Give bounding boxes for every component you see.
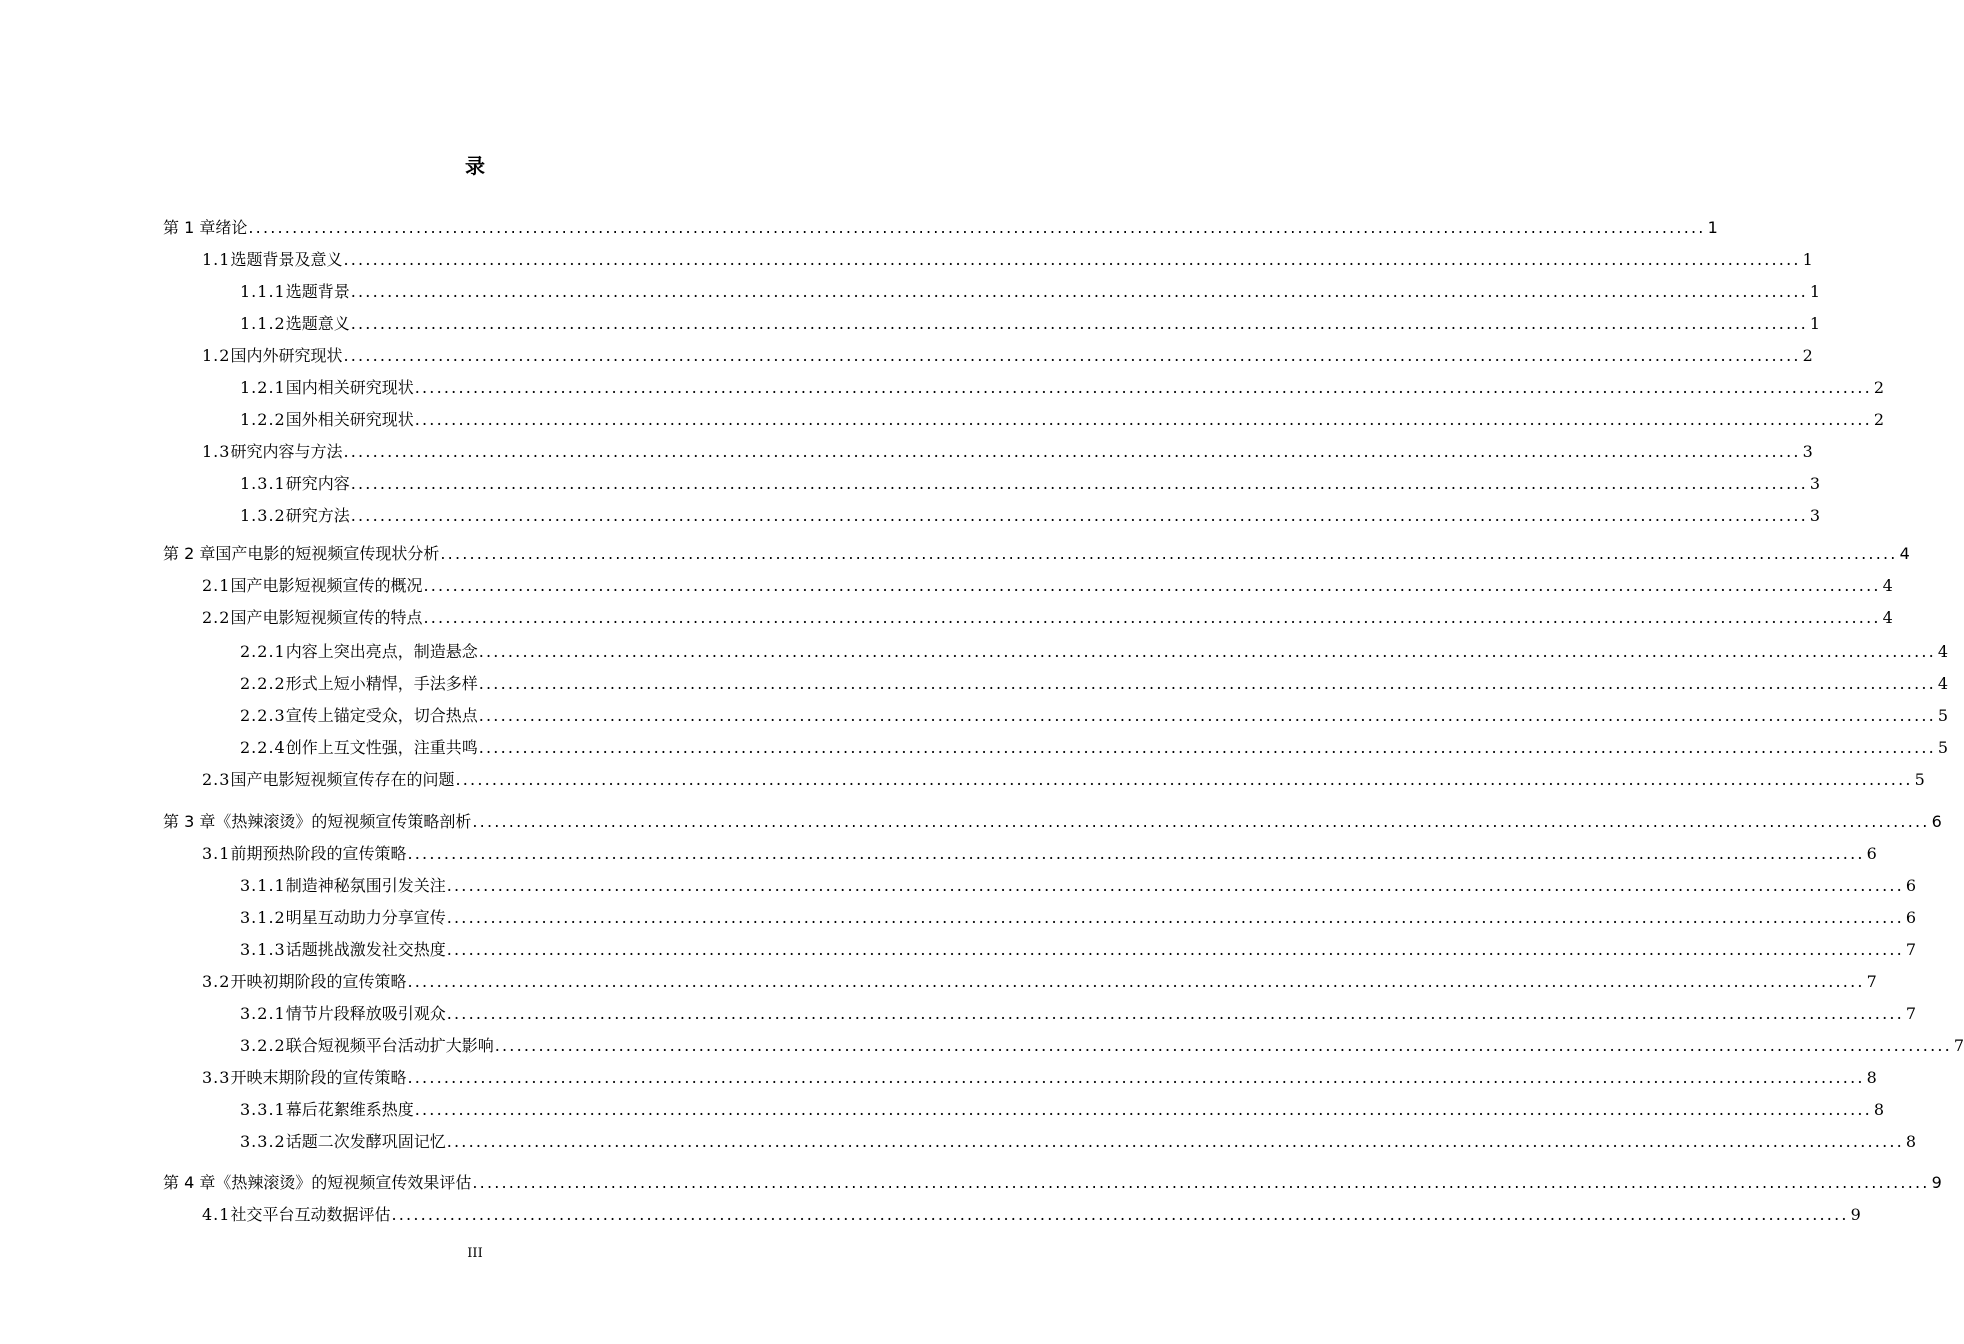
toc-entry-number: 2.1	[202, 576, 231, 595]
toc-entry-page: 1	[1707, 218, 1718, 237]
toc-entry-number: 3.2.1	[240, 1004, 286, 1023]
toc-entry-number: 1.2.1	[240, 378, 286, 397]
toc-entry-number: 第 3 章	[163, 812, 216, 831]
toc-leader-dots: ........................................................................................................................................................................................................	[478, 706, 1936, 725]
toc-entry-page: 2	[1802, 346, 1813, 365]
toc-entry-number: 2.3	[202, 770, 231, 789]
toc-leader-dots: ........................................................................................................................................................................................................	[350, 474, 1808, 493]
toc-leader-dots: ........................................................................................................................................................................................................	[343, 442, 1801, 461]
toc-entry-number: 3.1	[202, 844, 231, 863]
toc-entry-page: 5	[1914, 770, 1925, 789]
toc-entry-page: 5	[1937, 706, 1949, 725]
toc-entry[interactable]	[240, 313, 1821, 335]
toc-entry[interactable]	[240, 641, 1949, 663]
toc-entry-page: 8	[1905, 1132, 1917, 1151]
toc-entry-number: 2.2.1	[240, 642, 286, 661]
toc-entry-text: 幕后花絮维系热度	[285, 1100, 414, 1119]
toc-entry-text: 绪论	[215, 218, 248, 237]
toc-entry-page: 8	[1866, 1068, 1877, 1087]
toc-entry-text: 国内相关研究现状	[285, 378, 414, 397]
toc-leader-dots: ........................................................................................................................................................................................................	[407, 972, 1865, 991]
toc-entry-page: 4	[1937, 642, 1949, 661]
toc-entry-text: 开映末期阶段的宣传策略	[230, 1068, 407, 1087]
toc-entry-text: 国产电影短视频宣传的特点	[230, 608, 423, 627]
toc-entry-page: 5	[1937, 738, 1949, 757]
toc-entry-page: 9	[1850, 1205, 1861, 1224]
toc-entry-page: 3	[1802, 442, 1813, 461]
toc-entry-text: 开映初期阶段的宣传策略	[230, 972, 407, 991]
toc-entry-text: 社交平台互动数据评估	[230, 1205, 391, 1224]
toc-leader-dots: ........................................................................................................................................................................................................	[478, 738, 1936, 757]
toc-entry-page: 2	[1873, 378, 1885, 397]
toc-entry-text: 话题挑战激发社交热度	[285, 940, 446, 959]
toc-title: 录	[465, 154, 485, 178]
toc-entry[interactable]	[240, 473, 1821, 495]
toc-leader-dots: ........................................................................................................................................................................................................	[407, 844, 1865, 863]
toc-entry[interactable]	[240, 281, 1821, 303]
toc-leader-dots: ........................................................................................................................................................................................................	[446, 908, 1904, 927]
toc-entry-text: 研究方法	[285, 506, 350, 525]
toc-entry[interactable]	[163, 1172, 1942, 1194]
toc-leader-dots: ........................................................................................................................................................................................................	[446, 1132, 1904, 1151]
toc-entry-page: 7	[1866, 972, 1877, 991]
toc-entry-number: 3.1.1	[240, 876, 286, 895]
toc-entry-text: 选题意义	[285, 314, 350, 333]
toc-entry-page: 7	[1905, 940, 1917, 959]
toc-entry[interactable]	[202, 843, 1877, 865]
toc-entry-text: 国外相关研究现状	[285, 410, 414, 429]
toc-entry-text: 内容上突出亮点，制造悬念	[285, 642, 478, 661]
toc-entry-page: 7	[1905, 1004, 1917, 1023]
toc-leader-dots: ........................................................................................................................................................................................................	[350, 506, 1808, 525]
toc-entry[interactable]	[202, 1067, 1877, 1089]
toc-entry-text: 《热辣滚烫》的短视频宣传策略剖析	[215, 812, 472, 831]
toc-entry-text: 选题背景	[285, 282, 350, 301]
toc-entry[interactable]	[202, 575, 1893, 597]
toc-leader-dots: ........................................................................................................................................................................................................	[350, 314, 1808, 333]
toc-entry-page: 1	[1802, 250, 1813, 269]
toc-leader-dots: ........................................................................................................................................................................................................	[414, 410, 1872, 429]
toc-leader-dots: ........................................................................................................................................................................................................	[248, 218, 1706, 237]
toc-entry[interactable]	[202, 1204, 1861, 1226]
toc-entry[interactable]	[240, 907, 1917, 929]
toc-entry-number: 2.2.2	[240, 674, 286, 693]
toc-leader-dots: ........................................................................................................................................................................................................	[446, 876, 1904, 895]
toc-leader-dots: ........................................................................................................................................................................................................	[423, 576, 1881, 595]
toc-entry-number: 2.2.4	[240, 738, 286, 757]
toc-entry-page: 6	[1905, 876, 1917, 895]
toc-leader-dots: ........................................................................................................................................................................................................	[414, 1100, 1872, 1119]
toc-entry-text: 国产电影短视频宣传的概况	[230, 576, 423, 595]
toc-entry[interactable]	[202, 769, 1925, 791]
toc-entry-text: 宣传上锚定受众，切合热点	[285, 706, 478, 725]
toc-entry-page: 1	[1809, 314, 1821, 333]
toc-entry-page: 4	[1937, 674, 1949, 693]
toc-entry-page: 6	[1866, 844, 1877, 863]
toc-entry-page: 6	[1931, 812, 1942, 831]
toc-leader-dots: ........................................................................................................................................................................................................	[446, 1004, 1904, 1023]
toc-entry[interactable]	[240, 875, 1917, 897]
toc-entry[interactable]	[240, 1035, 1964, 1057]
toc-leader-dots: ........................................................................................................................................................................................................	[350, 282, 1808, 301]
page-number-footer: III	[467, 1246, 483, 1261]
toc-entry[interactable]	[163, 217, 1718, 239]
toc-entry[interactable]	[163, 543, 1910, 565]
toc-entry-page: 7	[1953, 1036, 1964, 1055]
toc-leader-dots: ........................................................................................................................................................................................................	[472, 1173, 1930, 1192]
toc-entry-text: 国产电影短视频宣传存在的问题	[230, 770, 455, 789]
toc-entry[interactable]	[202, 971, 1877, 993]
toc-entry-number: 1.3	[202, 442, 231, 461]
toc-leader-dots: ........................................................................................................................................................................................................	[472, 812, 1930, 831]
toc-entry-text: 创作上互文性强，注重共鸣	[285, 738, 478, 757]
toc-entry-text: 研究内容与方法	[230, 442, 343, 461]
toc-leader-dots: ........................................................................................................................................................................................................	[478, 674, 1936, 693]
toc-entry[interactable]	[240, 1131, 1917, 1153]
toc-entry-text: 话题二次发酵巩固记忆	[285, 1132, 446, 1151]
toc-leader-dots: ........................................................................................................................................................................................................	[455, 770, 1913, 789]
toc-entry[interactable]	[240, 1003, 1917, 1025]
toc-entry-number: 1.1	[202, 250, 231, 269]
toc-leader-dots: ........................................................................................................................................................................................................	[407, 1068, 1865, 1087]
toc-leader-dots: ........................................................................................................................................................................................................	[391, 1205, 1849, 1224]
toc-entry-number: 2.2.3	[240, 706, 286, 725]
toc-entry-page: 4	[1882, 608, 1893, 627]
toc-entry-text: 明星互动助力分享宣传	[285, 908, 446, 927]
toc-entry-text: 国内外研究现状	[230, 346, 343, 365]
toc-entry-number: 3.1.2	[240, 908, 286, 927]
toc-entry-number: 第 4 章	[163, 1173, 216, 1192]
toc-entry[interactable]	[240, 377, 1885, 399]
toc-entry-text: 研究内容	[285, 474, 350, 493]
toc-entry-number: 3.3.1	[240, 1100, 286, 1119]
toc-entry-page: 9	[1931, 1173, 1942, 1192]
toc-entry-number: 1.1.1	[240, 282, 286, 301]
toc-entry-number: 1.2	[202, 346, 231, 365]
toc-entry[interactable]	[163, 811, 1942, 833]
toc-entry-page: 3	[1809, 474, 1821, 493]
toc-entry[interactable]	[202, 345, 1813, 367]
toc-entry-page: 8	[1873, 1100, 1885, 1119]
toc-entry-text: 选题背景及意义	[230, 250, 343, 269]
toc-entry[interactable]	[240, 505, 1821, 527]
toc-entry-number: 3.3.2	[240, 1132, 286, 1151]
toc-leader-dots: ........................................................................................................................................................................................................	[423, 608, 1881, 627]
toc-entry[interactable]	[240, 673, 1949, 695]
toc-entry-number: 1.3.1	[240, 474, 286, 493]
toc-entry[interactable]	[240, 737, 1949, 759]
toc-entry-text: 形式上短小精悍，手法多样	[285, 674, 478, 693]
toc-entry-number: 1.1.2	[240, 314, 286, 333]
toc-entry[interactable]	[240, 409, 1885, 431]
toc-entry-text: 《热辣滚烫》的短视频宣传效果评估	[215, 1173, 472, 1192]
toc-entry-text: 联合短视频平台活动扩大影响	[285, 1036, 494, 1055]
toc-entry-number: 第 2 章	[163, 544, 216, 563]
toc-entry-number: 1.3.2	[240, 506, 286, 525]
toc-entry-number: 3.2	[202, 972, 231, 991]
toc-entry-text: 制造神秘氛围引发关注	[285, 876, 446, 895]
toc-entry[interactable]	[202, 249, 1813, 271]
toc-entry-number: 3.3	[202, 1068, 231, 1087]
toc-leader-dots: ........................................................................................................................................................................................................	[478, 642, 1936, 661]
toc-entry-page: 2	[1873, 410, 1885, 429]
toc-leader-dots: ........................................................................................................................................................................................................	[343, 346, 1801, 365]
toc-entry[interactable]	[202, 441, 1813, 463]
toc-leader-dots: ........................................................................................................................................................................................................	[440, 544, 1898, 563]
toc-leader-dots: ........................................................................................................................................................................................................	[494, 1036, 1952, 1055]
toc-entry-page: 4	[1899, 544, 1910, 563]
toc-leader-dots: ........................................................................................................................................................................................................	[343, 250, 1801, 269]
toc-entry-number: 2.2	[202, 608, 231, 627]
toc-leader-dots: ........................................................................................................................................................................................................	[446, 940, 1904, 959]
toc-entry-number: 3.2.2	[240, 1036, 286, 1055]
toc-entry[interactable]	[202, 607, 1893, 629]
toc-entry-number: 1.2.2	[240, 410, 286, 429]
toc-entry-page: 1	[1809, 282, 1821, 301]
toc-entry[interactable]	[240, 705, 1949, 727]
toc-entry-page: 3	[1809, 506, 1821, 525]
toc-entry-number: 4.1	[202, 1205, 231, 1224]
toc-entry-text: 国产电影的短视频宣传现状分析	[215, 544, 440, 563]
toc-entry-number: 第 1 章	[163, 218, 216, 237]
toc-entry-text: 前期预热阶段的宣传策略	[230, 844, 407, 863]
toc-entry[interactable]	[240, 1099, 1885, 1121]
toc-entry-page: 6	[1905, 908, 1917, 927]
toc-entry-page: 4	[1882, 576, 1893, 595]
toc-entry-text: 情节片段释放吸引观众	[285, 1004, 446, 1023]
toc-leader-dots: ........................................................................................................................................................................................................	[414, 378, 1872, 397]
toc-entry-number: 3.1.3	[240, 940, 286, 959]
toc-entry[interactable]	[240, 939, 1917, 961]
